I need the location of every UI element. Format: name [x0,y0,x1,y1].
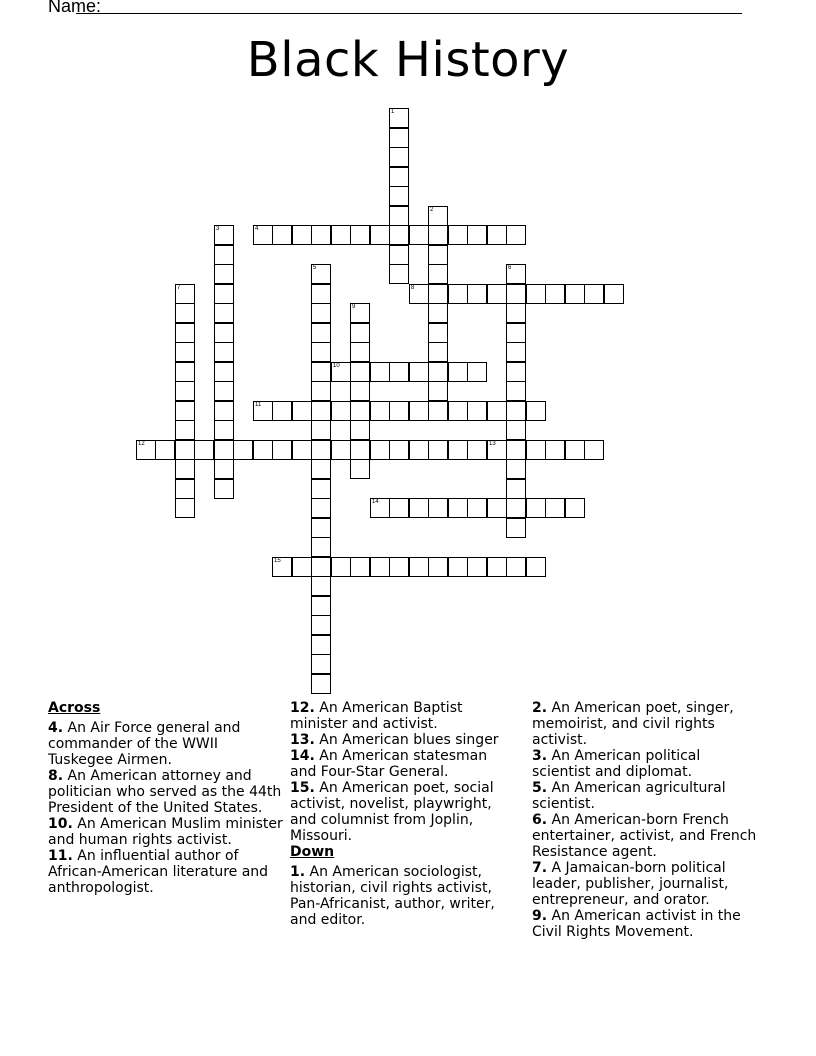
grid-cell[interactable] [214,303,234,323]
grid-cell[interactable] [292,557,312,577]
grid-cell[interactable] [428,362,448,382]
grid-cell[interactable] [175,284,195,304]
across-clue-10: 10. An American Muslim minister and human rights activist. [48,816,283,848]
grid-cell[interactable] [311,459,331,479]
grid-cell[interactable] [175,362,195,382]
grid-cell[interactable] [175,440,195,460]
grid-cell[interactable] [175,303,195,323]
down-clue-5: 5. An American agricultural scientist. [532,780,726,812]
grid-cell[interactable] [350,420,370,440]
down-clue-1: 1. An American sociologist, historian, civil rights activist, Pan-Africanist, author, writer, and editor. [290,864,495,928]
grid-cell[interactable] [506,225,526,245]
grid-cell[interactable] [389,264,409,284]
clue-number: 9 [352,304,356,310]
across-clue-4: 4. An Air Force general and commander of the WWII Tuskegee Airmen. [48,720,241,768]
grid-cell[interactable] [448,362,468,382]
grid-cell[interactable] [272,225,292,245]
grid-cell[interactable] [331,440,351,460]
grid-cell[interactable] [506,420,526,440]
grid-cell[interactable] [506,401,526,421]
grid-cell[interactable] [311,440,331,460]
grid-cell[interactable] [214,401,234,421]
grid-cell[interactable] [311,615,331,635]
grid-cell[interactable] [565,498,585,518]
grid-cell[interactable] [545,440,565,460]
grid-cell[interactable] [448,225,468,245]
grid-cell[interactable] [467,225,487,245]
grid-cell[interactable] [331,225,351,245]
grid-cell[interactable] [506,557,526,577]
grid-cell[interactable] [311,420,331,440]
grid-cell[interactable] [311,284,331,304]
grid-cell[interactable] [428,225,448,245]
grid-cell[interactable] [389,557,409,577]
grid-cell[interactable] [506,381,526,401]
grid-cell[interactable] [214,245,234,265]
grid-cell[interactable] [448,284,468,304]
clue-number: 4 [255,226,259,232]
grid-cell[interactable] [584,440,604,460]
grid-cell[interactable] [428,245,448,265]
grid-cell[interactable] [487,440,507,460]
grid-cell[interactable] [428,264,448,284]
grid-cell[interactable] [506,264,526,284]
clue-number: 3 [216,226,220,232]
grid-cell[interactable] [487,284,507,304]
grid-cell[interactable] [409,440,429,460]
grid-cell[interactable] [350,225,370,245]
across-clue-13: 13. An American blues singer [290,732,499,748]
grid-cell[interactable] [311,362,331,382]
grid-cell[interactable] [350,381,370,401]
grid-cell[interactable] [389,362,409,382]
grid-cell[interactable] [175,479,195,499]
grid-cell[interactable] [214,342,234,362]
grid-cell[interactable] [506,323,526,343]
clue-number: 13 [489,441,496,447]
grid-cell[interactable] [214,362,234,382]
clues-column-2 [290,700,514,928]
grid-cell[interactable] [448,557,468,577]
grid-cell[interactable] [155,440,175,460]
grid-cell[interactable] [370,362,390,382]
grid-cell[interactable] [428,303,448,323]
grid-cell[interactable] [175,498,195,518]
grid-cell[interactable] [526,440,546,460]
grid-cell[interactable] [175,342,195,362]
grid-cell[interactable] [350,459,370,479]
clues-column-1 [48,700,284,896]
grid-cell[interactable] [506,440,526,460]
grid-cell[interactable] [565,440,585,460]
grid-cell[interactable] [526,284,546,304]
grid-cell[interactable] [467,557,487,577]
down-clue-3: 3. An American political scientist and diplomat. [532,748,701,780]
grid-cell[interactable] [506,362,526,382]
grid-cell[interactable] [389,128,409,148]
grid-cell[interactable] [389,440,409,460]
grid-cell[interactable] [428,342,448,362]
grid-cell[interactable] [428,440,448,460]
grid-cell[interactable] [370,498,390,518]
grid-cell[interactable] [487,498,507,518]
grid-cell[interactable] [506,479,526,499]
grid-cell[interactable] [409,362,429,382]
grid-cell[interactable] [506,342,526,362]
grid-cell[interactable] [389,225,409,245]
grid-cell[interactable] [389,401,409,421]
grid-cell[interactable] [272,440,292,460]
grid-cell[interactable] [428,381,448,401]
clue-number: 8 [411,285,415,291]
grid-cell[interactable] [487,557,507,577]
grid-cell[interactable] [584,284,604,304]
grid-cell[interactable] [331,362,351,382]
grid-cell[interactable] [428,557,448,577]
grid-cell[interactable] [214,381,234,401]
grid-cell[interactable] [506,284,526,304]
grid-cell[interactable] [467,401,487,421]
clue-number: 11 [255,402,262,408]
grid-cell[interactable] [389,147,409,167]
grid-cell[interactable] [389,167,409,187]
grid-cell[interactable] [311,401,331,421]
grid-cell[interactable] [272,401,292,421]
down-heading: Down [290,844,335,860]
grid-cell[interactable] [526,498,546,518]
grid-cell[interactable] [311,498,331,518]
grid-cell[interactable] [370,401,390,421]
clue-number: 12 [138,441,145,447]
grid-cell[interactable] [545,498,565,518]
grid-cell[interactable] [467,498,487,518]
grid-cell[interactable] [370,440,390,460]
clue-number: 6 [508,265,512,271]
grid-cell[interactable] [311,303,331,323]
clue-number: 7 [177,285,181,291]
clues-column-3 [532,700,758,940]
grid-cell[interactable] [311,537,331,557]
grid-cell[interactable] [331,557,351,577]
grid-cell[interactable] [467,362,487,382]
grid-cell[interactable] [448,498,468,518]
grid-cell[interactable] [214,479,234,499]
across-clue-14: 14. An American statesman and Four-Star General. [290,748,488,780]
down-clue-9: 9. An American activist in the Civil Rights Movement. [532,908,741,940]
name-field[interactable] [76,13,742,14]
grid-cell[interactable] [253,440,273,460]
grid-cell[interactable] [175,401,195,421]
grid-cell[interactable] [311,557,331,577]
grid-cell[interactable] [311,654,331,674]
across-heading: Across [48,700,101,716]
grid-cell[interactable] [448,401,468,421]
grid-cell[interactable] [350,440,370,460]
grid-cell[interactable] [311,479,331,499]
across-clue-15: 15. An American poet, social activist, novelist, playwright, and columnist from Joplin, Missouri. [290,780,494,844]
grid-cell[interactable] [175,420,195,440]
grid-cell[interactable] [311,323,331,343]
grid-cell[interactable] [233,440,253,460]
grid-cell[interactable] [409,401,429,421]
down-clue-2: 2. An American poet, singer, memoirist, and civil rights activist. [532,700,734,748]
grid-cell[interactable] [350,557,370,577]
grid-cell[interactable] [604,284,624,304]
grid-cell[interactable] [292,440,312,460]
grid-cell[interactable] [311,225,331,245]
grid-cell[interactable] [487,401,507,421]
grid-cell[interactable] [253,401,273,421]
grid-cell[interactable] [389,245,409,265]
grid-cell[interactable] [428,323,448,343]
clue-number: 1 [391,109,395,115]
across-clue-12: 12. An American Baptist minister and activist. [290,700,463,732]
grid-cell[interactable] [253,225,273,245]
grid-cell[interactable] [370,225,390,245]
across-clue-8: 8. An American attorney and politician who served as the 44th President of the United States. [48,768,282,816]
clue-number: 10 [333,363,340,369]
puzzle-title: Black History [246,32,570,88]
grid-cell[interactable] [389,186,409,206]
grid-cell[interactable] [389,498,409,518]
clue-number: 15 [274,558,281,564]
grid-cell[interactable] [448,440,468,460]
grid-cell[interactable] [506,498,526,518]
grid-cell[interactable] [311,518,331,538]
grid-cell[interactable] [506,518,526,538]
grid-cell[interactable] [467,440,487,460]
grid-cell[interactable] [526,401,546,421]
grid-cell[interactable] [467,284,487,304]
grid-cell[interactable] [409,498,429,518]
grid-cell[interactable] [350,362,370,382]
grid-cell[interactable] [311,342,331,362]
grid-cell[interactable] [175,381,195,401]
grid-cell[interactable] [292,225,312,245]
grid-cell[interactable] [214,420,234,440]
down-clue-7: 7. A Jamaican-born political leader, publisher, journalist, entrepreneur, and orator. [532,860,729,908]
grid-cell[interactable] [428,401,448,421]
clue-number: 2 [430,207,434,213]
grid-cell[interactable] [487,225,507,245]
grid-cell[interactable] [409,557,429,577]
grid-cell[interactable] [311,576,331,596]
grid-cell[interactable] [311,635,331,655]
clue-number: 14 [372,499,379,505]
grid-cell[interactable] [428,206,448,226]
grid-cell[interactable] [389,108,409,128]
grid-cell[interactable] [214,459,234,479]
grid-cell[interactable] [428,284,448,304]
grid-cell[interactable] [526,557,546,577]
grid-cell[interactable] [175,323,195,343]
grid-cell[interactable] [311,596,331,616]
grid-cell[interactable] [565,284,585,304]
grid-cell[interactable] [350,401,370,421]
grid-cell[interactable] [506,303,526,323]
grid-cell[interactable] [194,440,214,460]
grid-cell[interactable] [350,303,370,323]
grid-cell[interactable] [214,323,234,343]
grid-cell[interactable] [175,459,195,479]
grid-cell[interactable] [370,557,390,577]
grid-cell[interactable] [292,401,312,421]
grid-cell[interactable] [331,401,351,421]
grid-cell[interactable] [214,225,234,245]
grid-cell[interactable] [409,225,429,245]
grid-cell[interactable] [214,284,234,304]
grid-cell[interactable] [214,264,234,284]
grid-cell[interactable] [350,323,370,343]
grid-cell[interactable] [311,674,331,694]
grid-cell[interactable] [409,284,429,304]
grid-cell[interactable] [428,498,448,518]
grid-cell[interactable] [214,440,234,460]
grid-cell[interactable] [311,381,331,401]
grid-cell[interactable] [311,264,331,284]
across-clue-11: 11. An influential author of African-American literature and anthropologist. [48,848,269,896]
grid-cell[interactable] [350,342,370,362]
down-clue-6: 6. An American-born French entertainer, activist, and French Resistance agent. [532,812,757,860]
name-label: Name: [48,0,102,16]
grid-cell[interactable] [389,206,409,226]
grid-cell[interactable] [136,440,156,460]
grid-cell[interactable] [506,459,526,479]
grid-cell[interactable] [272,557,292,577]
clue-number: 5 [313,265,317,271]
grid-cell[interactable] [545,284,565,304]
